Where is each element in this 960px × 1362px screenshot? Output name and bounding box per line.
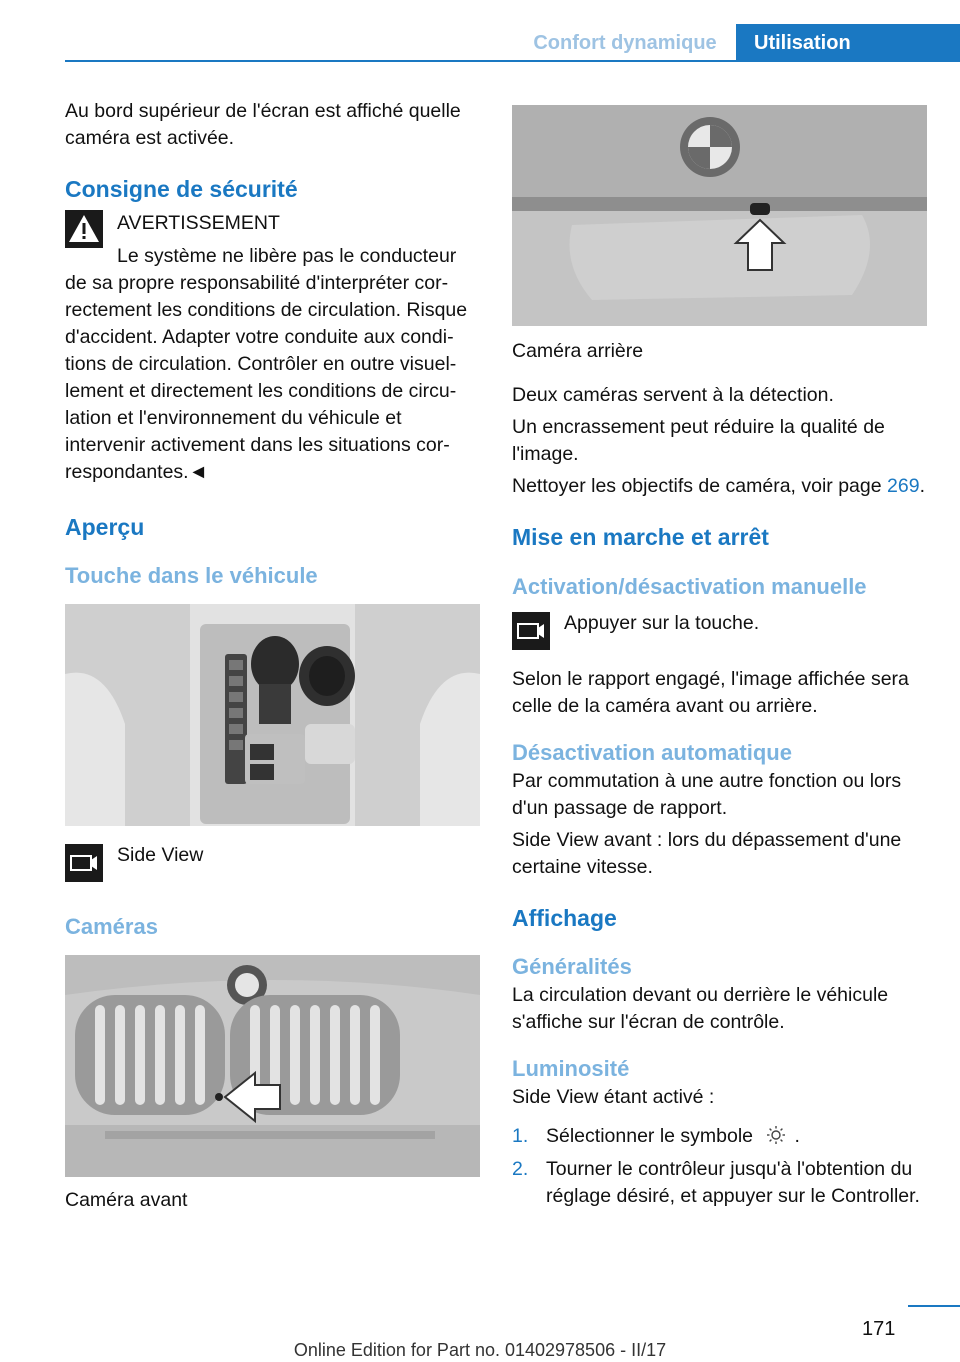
front-grille-photo bbox=[65, 955, 480, 1177]
brightness-intro: Side View étant activé : bbox=[512, 1086, 715, 1108]
list-item bbox=[512, 1123, 927, 1150]
auto-text-2: Side View avant : lors du dépassement d'une certaine vitesse. bbox=[512, 829, 902, 878]
cameras-heading: Caméras bbox=[65, 914, 158, 939]
side-view-camera-icon bbox=[512, 612, 550, 650]
intro-text: Au bord supérieur de l'écran est affiché quelle caméra est activée. bbox=[65, 100, 461, 149]
steps-list bbox=[512, 1123, 927, 1210]
side-view-camera-icon bbox=[65, 844, 103, 882]
overview-heading: Aperçu bbox=[65, 514, 145, 540]
section-tab[interactable]: Confort dynamique bbox=[533, 32, 717, 54]
warning-triangle-icon bbox=[65, 210, 103, 248]
center-console-photo bbox=[65, 604, 480, 826]
list-item bbox=[512, 1156, 927, 1210]
edition-footer: Online Edition for Part no. 01402978506 - II/17 bbox=[293, 1340, 667, 1360]
step-number: 1. bbox=[512, 1125, 529, 1147]
sun-icon bbox=[764, 1125, 788, 1145]
rear-camera-photo bbox=[512, 105, 927, 326]
clean-text-suffix: . bbox=[919, 475, 925, 497]
press-button-text: Appuyer sur la touche. bbox=[564, 612, 760, 634]
front-camera-caption: Caméra avant bbox=[65, 1189, 188, 1211]
right-column bbox=[512, 105, 927, 1210]
side-view-label: Side View bbox=[117, 844, 204, 866]
header-rule bbox=[65, 60, 960, 62]
page-link[interactable]: 269 bbox=[887, 475, 920, 497]
active-tab[interactable]: Utilisation bbox=[736, 24, 960, 62]
page-number: 171 bbox=[862, 1318, 896, 1340]
step-suffix: . bbox=[794, 1125, 800, 1147]
step-text: Tourner le contrôleur jusqu'à l'obtention du réglage désiré, et appuyer sur le Controller. bbox=[546, 1158, 920, 1207]
warning-block bbox=[65, 210, 480, 270]
left-column bbox=[65, 98, 480, 1214]
clean-text bbox=[512, 473, 927, 500]
onoff-heading: Mise en marche et arrêt bbox=[512, 524, 769, 550]
step-number: 2. bbox=[512, 1158, 529, 1180]
gear-text: Selon le rapport engagé, l'image affichée sera celle de la caméra avant ou arrière. bbox=[512, 668, 909, 717]
warning-title: AVERTISSEMENT bbox=[117, 212, 280, 234]
general-heading: Généralités bbox=[512, 954, 632, 979]
auto-heading: Désactivation automatique bbox=[512, 740, 792, 765]
button-heading: Touche dans le véhicule bbox=[65, 563, 318, 588]
press-button-row bbox=[512, 610, 927, 650]
clean-text-prefix: Nettoyer les objectifs de caméra, voir page bbox=[512, 475, 888, 497]
warning-first-line: Le système ne libère pas le conducteur bbox=[117, 245, 457, 267]
step-text: Sélectionner le symbole bbox=[546, 1125, 754, 1147]
footer-rule bbox=[908, 1305, 960, 1307]
detection-text: Deux caméras servent à la détection. bbox=[512, 384, 834, 406]
display-heading: Affichage bbox=[512, 905, 617, 931]
warning-body: de sa propre responsabilité d'interpréter correctement les conditions de circulation. Risque d'accident. Adapter votre conduite aux conditions de circulation. Contrôler en outre visuellement et directement les conditions de circulation et l'environnement du véhicule et intervenir activement dans les situations correspondantes.◄ bbox=[65, 272, 468, 483]
brightness-heading: Luminosité bbox=[512, 1056, 630, 1081]
manual-heading: Activation/désactivation manuelle bbox=[512, 574, 867, 599]
dirt-text: Un encrassement peut réduire la qualité de l'image. bbox=[512, 416, 885, 465]
auto-text-1: Par commutation à une autre fonction ou lors d'un passage de rapport. bbox=[512, 770, 902, 819]
rear-camera-caption: Caméra arrière bbox=[512, 340, 644, 362]
general-text: La circulation devant ou derrière le véhicule s'affiche sur l'écran de contrôle. bbox=[512, 984, 889, 1033]
side-view-button-row bbox=[65, 842, 480, 882]
safety-heading: Consigne de sécurité bbox=[65, 176, 298, 202]
